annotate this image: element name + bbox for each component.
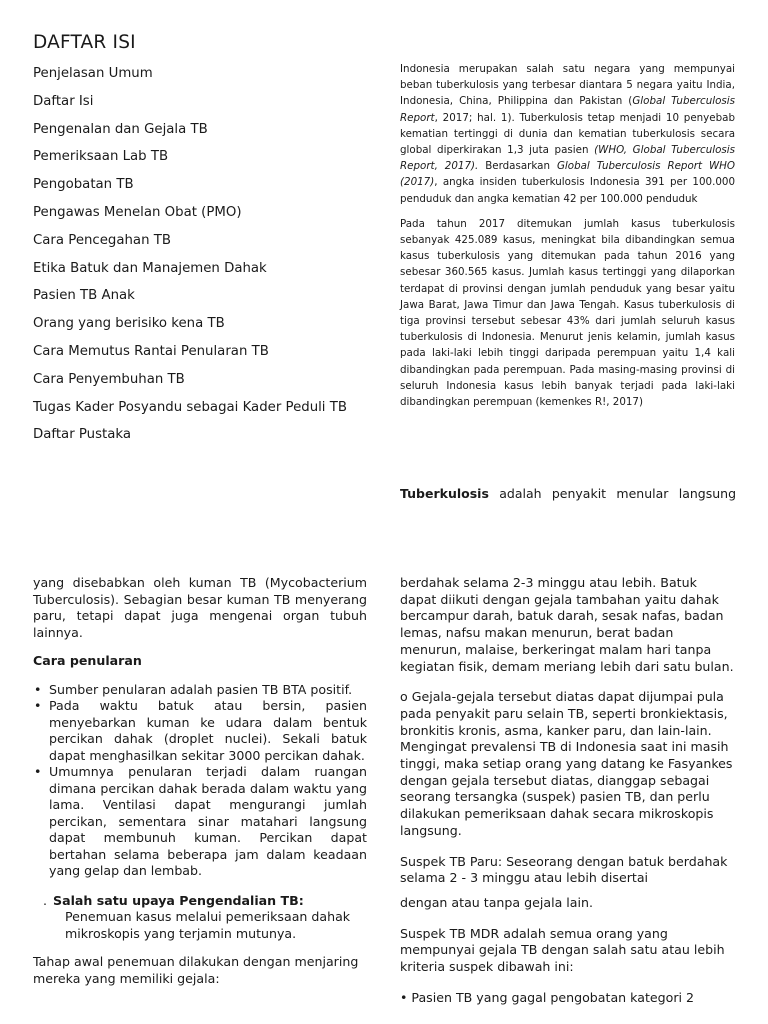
toc-item: Pengenalan dan Gejala TB bbox=[33, 121, 208, 137]
toc-item: Daftar Pustaka bbox=[33, 427, 132, 443]
list-item: • Pada waktu batuk atau bersin, pasien menyebarkan kuman ke udara dalam bentuk percikan dahak (droplet nuclei). Sekali batuk dapat menghasilkan sekitar 3000 percikan dahak. bbox=[33, 698, 367, 764]
toc-item: Tugas Kader Posyandu sebagai Kader Peduli TB bbox=[33, 399, 347, 415]
early-detection-paragraph: Tahap awal penemuan dilakukan dengan menjaring mereka yang memiliki gejala: bbox=[33, 954, 359, 986]
definition-term: Tuberkulosis bbox=[400, 486, 489, 501]
symptoms-paragraph: berdahak selama 2-3 minggu atau lebih. Batuk dapat diikuti dengan gejala tambahan yaitu dahak bercampur darah, batuk darah, sesak nafas, badan lemas, nafsu makan menurun, berat badan menurun, malaise, berkeringat malam hari tanpa kegiatan fisik, demam meriang lebih dari satu bulan. bbox=[400, 575, 734, 674]
list-item: • Sumber penularan adalah pasien TB BTA positif. bbox=[33, 682, 367, 699]
list-item: • Umumnya penularan terjadi dalam ruangan dimana percikan dahak berada dalam waktu yang lama. Ventilasi dapat mengurangi jumlah percikan, sementara sinar matahari langsung dapat membunuh kuman. Percikan dapat bertahan selama beberapa jam dalam keadaan yang gelap dan lembab. bbox=[33, 764, 367, 880]
definition-text: adalah penyakit menular langsung bbox=[488, 486, 736, 501]
tb-definition bbox=[400, 486, 736, 501]
toc-item: Etika Batuk dan Manajemen Dahak bbox=[33, 260, 267, 276]
symptoms-section bbox=[400, 575, 736, 1006]
cause-paragraph: yang disebabkan oleh kuman TB (Mycobacterium Tuberculosis). Sebagian besar kuman TB menyerang paru, tetapi dapat juga mengenai organ tubuh lainnya. bbox=[33, 575, 367, 640]
suspect-mdr-paragraph: Suspek TB MDR adalah semua orang yang mempunyai gejala TB dengan salah satu atau lebih kriteria suspek dibawah ini: bbox=[400, 925, 725, 975]
suspect-tb-paragraph-cont: dengan atau tanpa gejala lain. bbox=[400, 894, 594, 910]
suspect-tb-paragraph: Suspek TB Paru: Seseorang dengan batuk berdahak selama 2 - 3 minggu atau lebih disertai bbox=[400, 853, 728, 886]
intro-section bbox=[400, 61, 735, 410]
mdr-criteria-item: • Pasien TB yang gagal pengobatan kategori 2 bbox=[400, 989, 695, 1005]
toc-item: Cara Penyembuhan TB bbox=[33, 371, 185, 387]
differential-paragraph: o Gejala-gejala tersebut diatas dapat dijumpai pula pada penyakit paru selain TB, seperti bronkiektasis, bronkitis kronis, asma, kanker paru, dan lain-lain. Mengingat prevalensi TB di Indonesia saat ini masih tinggi, maka setiap orang yang datang ke Fasyankes dengan gejala tersebut diatas, dianggap sebagai seorang tersangka (suspek) pasien TB, dan perlu dilakukan pemeriksaan dahak secara mikroskopis langsung. bbox=[400, 689, 733, 838]
toc-item: Daftar Isi bbox=[33, 93, 94, 109]
transmission-section bbox=[33, 575, 367, 987]
toc-item: Penjelasan Umum bbox=[33, 66, 153, 81]
transmission-list bbox=[33, 682, 367, 880]
toc-item: Orang yang berisiko kena TB bbox=[33, 316, 225, 332]
transmission-heading: Cara penularan bbox=[33, 653, 142, 668]
toc-item: Cara Pencegahan TB bbox=[33, 232, 171, 248]
intro-paragraph-2: Pada tahun 2017 ditemukan jumlah kasus tuberkulosis sebanyak 425.089 kasus, meningkat bila dibandingkan semua kasus tuberkulosis yang ditemukan pada tahun 2016 yang sebesar 360.565 kasus. Jumlah kasus tertinggi yang dilaporkan terdapat di provinsi dengan jumlah penduduk yang besar yaitu Jawa Barat, Jawa Timur dan Jawa Tengah. Kasus tuberkulosis di tiga provinsi tersebut sebesar 43% dari jumlah seluruh kasus tuberkulosis di Indonesia. Menurut jenis kelamin, jumlah kasus pada laki-laki lebih tinggi daripada perempuan yaitu 1,4 kali dibandingkan pada perempuan. Pada masing-masing provinsi di seluruh Indonesia kasus lebih banyak terjadi pada laki-laki dibandingkan perempuan (kemenkes R!, 2017) bbox=[400, 217, 735, 409]
toc-item: Pasien TB Anak bbox=[33, 288, 135, 304]
control-effort-paragraph: . Salah satu upaya Pengendalian TB: Penemuan kasus melalui pemeriksaan dahak mikroskopis yang terjamin mutunya. bbox=[43, 892, 351, 941]
toc-title: DAFTAR ISI bbox=[33, 32, 136, 53]
toc-item: Pengawas Menelan Obat (PMO) bbox=[33, 204, 242, 220]
toc-item: Cara Memutus Rantai Penularan TB bbox=[33, 343, 269, 359]
toc-item: Pengobatan TB bbox=[33, 177, 134, 193]
toc-list bbox=[33, 64, 347, 453]
toc-item: Pemeriksaan Lab TB bbox=[33, 149, 169, 165]
intro-paragraph-1: Indonesia merupakan salah satu negara yang mempunyai beban tuberkulosis yang terbesar diantara 5 negara yaitu India, Indonesia, China, Philippina dan Pakistan (Global Tuberculosis Report, 2017; hal. 1). Tuberkulosis tetap menjadi 10 penyebab kematian tertinggi di dunia dan kematian tuberkulosis secara global diperkirakan 1,3 juta pasien (WHO, Global Tuberculosis Report, 2017). Berdasarkan Global Tuberculosis Report WHO (2017), angka insiden tuberkulosis Indonesia 391 per 100.000 penduduk dan angka kematian 42 per 100.000 penduduk bbox=[400, 63, 735, 205]
